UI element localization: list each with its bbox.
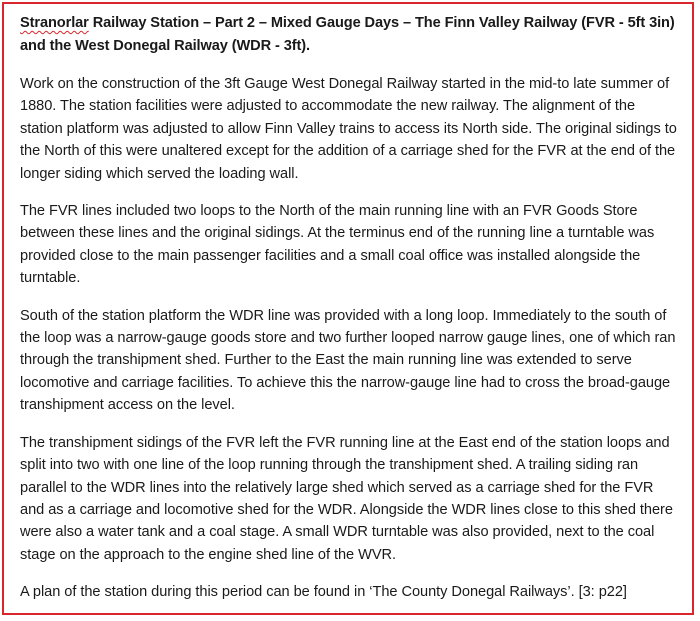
document-title	[20, 12, 679, 57]
paragraph-plan-reference: A plan of the station during this period can be found in ‘The County Donegal Railways’. [3: p22]	[20, 584, 627, 601]
paragraph-construction: Work on the construction of the 3ft Gauge West Donegal Railway started in the mid-to late summer of 1880. The station facilities were adjusted to accommodate the new railway. The alignment of the station platform was adjusted to allow Finn Valley trains to access its North side. The original sidings to the North of this were unaltered except for the addition of a carriage shed for the FVR at the end of the longer siding which served the loading wall.	[20, 76, 677, 182]
paragraph-fvr-lines: The FVR lines included two loops to the North of the main running line with an FVR Goods Store between these lines and the original sidings. At the terminus end of the running line a turntable was provided close to the main passenger facilities and a small coal office was installed alongside the turntable.	[20, 203, 655, 287]
paragraph-transhipment: The transhipment sidings of the FVR left the FVR running line at the East end of the station loops and split into two with one line of the loop running through the transhipment shed. A trailing siding ran parallel to the WDR lines into the relatively large shed which served as a carriage shed for the FVR and as a carriage and locomotive shed for the WDR. Alongside the WDR lines close to this shed there were also a water tank and a coal stage. A small WDR turntable was also provided, next to the coal stage on the approach to the engine shed line of the WVR.	[20, 434, 673, 563]
document-frame	[2, 2, 694, 615]
title-first-word: Stranorlar	[20, 15, 89, 31]
paragraph-wdr-south: South of the station platform the WDR line was provided with a long loop. Immediately to the south of the loop was a narrow-gauge goods store and two further looped narrow gauge lines, one of which ran through the transhipment shed. Further to the East the main running line was extended to serve locomotive and carriage facilities. To achieve this the narrow-gauge line had to cross the broad-gauge transhipment access on the level.	[20, 307, 676, 414]
title-rest: Railway Station – Part 2 – Mixed Gauge Days – The Finn Valley Railway (FVR - 5ft 3in) and the West Donegal Railway (WDR - 3ft).	[20, 15, 675, 54]
